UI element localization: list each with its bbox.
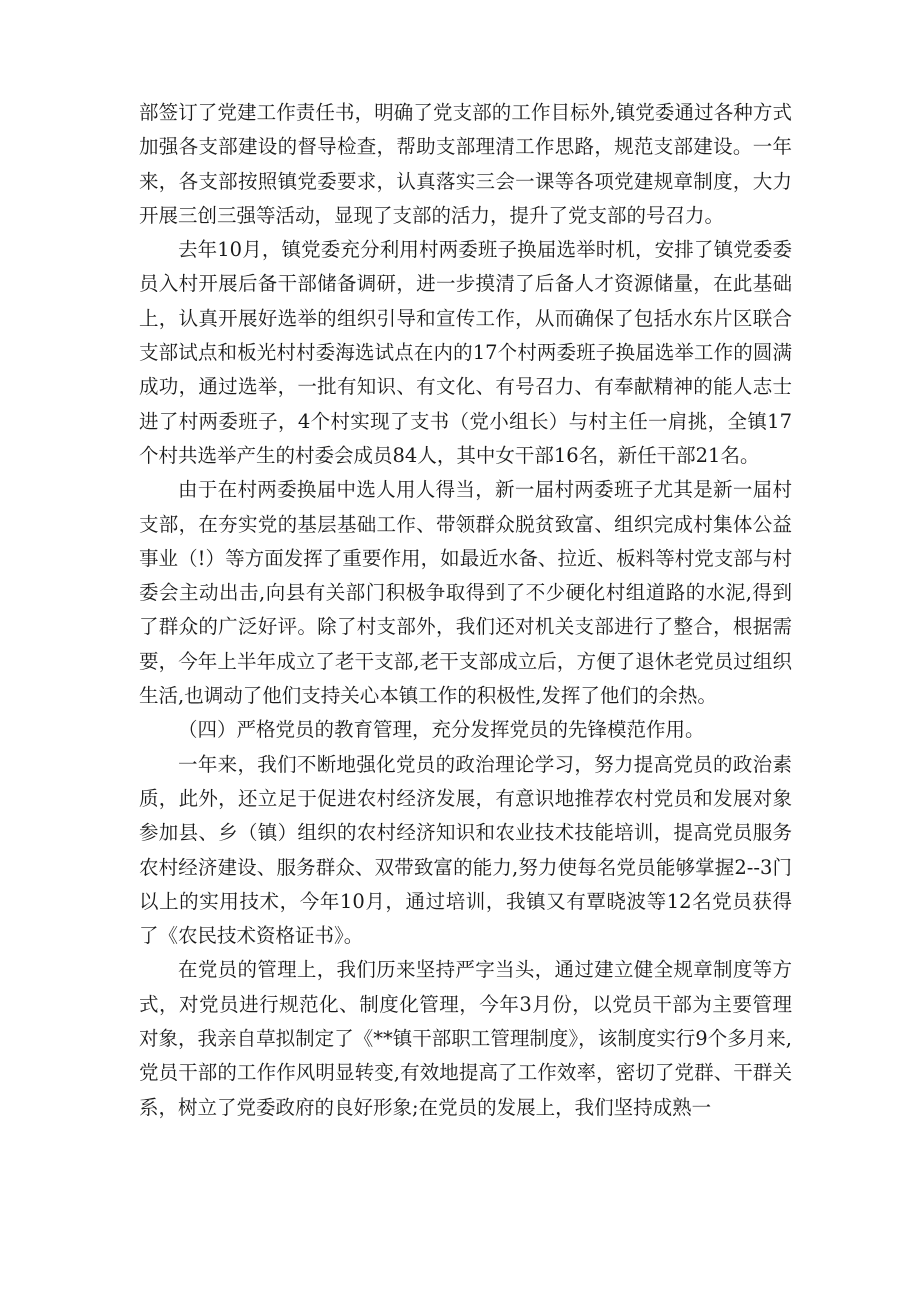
section-heading-four: （四）严格党员的教育管理，充分发挥党员的先锋模范作用。: [178, 718, 705, 742]
paragraph-education: 一年来，我们不断地强化党员的政治理论学习，努力提高党员的政治素质，此外，还立足于促进农村经济发展，有意识地推荐农村党员和发展对象参加县、乡（镇）组织的农村经济知识和农业技术技能培训，提高党员服务农村经济建设、服务群众、双带致富的能力,努力使每名党员能够掌握2--3门以上的实用技术，今年10月，通过培训，我镇又有覃晓波等12名党员获得了《农民技术资格证书》。: [139, 752, 792, 948]
paragraph-continued: 部签订了党建工作责任书，明确了党支部的工作目标外,镇党委通过各种方式加强各支部建设的督导检查，帮助支部理清工作思路，规范支部建设。一年来，各支部按照镇党委要求，认真落实三会一课等各项党建规章制度，大力开展三创三强等活动，显现了支部的活力，提升了党支部的号召力。: [139, 101, 792, 227]
paragraph-branch-role: 由于在村两委换届中选人用人得当，新一届村两委班子尤其是新一届村支部，在夯实党的基层基础工作、带领群众脱贫致富、组织完成村集体公益事业（!）等方面发挥了重要作用，如最近水备、拉近、板料等村党支部与村委会主动出击,向县有关部门积极争取得到了不少硬化村组道路的水泥,得到了群众的广泛好评。除了村支部外，我们还对机关支部进行了整合，根据需要，今年上半年成立了老干支部,老干支部成立后，方便了退休老党员过组织生活,也调动了他们支持关心本镇工作的积极性,发挥了他们的余热。: [139, 478, 792, 708]
paragraph-election: 去年10月，镇党委充分利用村两委班子换届选举时机，安排了镇党委委员入村开展后备干部储备调研，进一步摸清了后备人才资源储量，在此基础上，认真开展好选举的组织引导和宣传工作，从而确保了包括水东片区联合支部试点和板光村村委海选试点在内的17个村两委班子换届选举工作的圆满成功，通过选举，一批有知识、有文化、有号召力、有奉献精神的能人志士进了村两委班子，4个村实现了支书（党小组长）与村主任一肩挑，全镇17个村共选举产生的村委会成员84人，其中女干部16名，新任干部21名。: [139, 238, 792, 467]
paragraph-management: 在党员的管理上，我们历来坚持严字当头，通过建立健全规章制度等方式，对党员进行规范化、制度化管理，今年3月份，以党员干部为主要管理对象，我亲自草拟制定了《**镇干部职工管理制度》，该制度实行9个多月来,党员干部的工作作风明显转变,有效地提高了工作效率，密切了党群、干群关系，树立了党委政府的良好形象;在党员的发展上，我们坚持成熟一: [139, 958, 792, 1119]
document-body: [139, 96, 792, 1125]
